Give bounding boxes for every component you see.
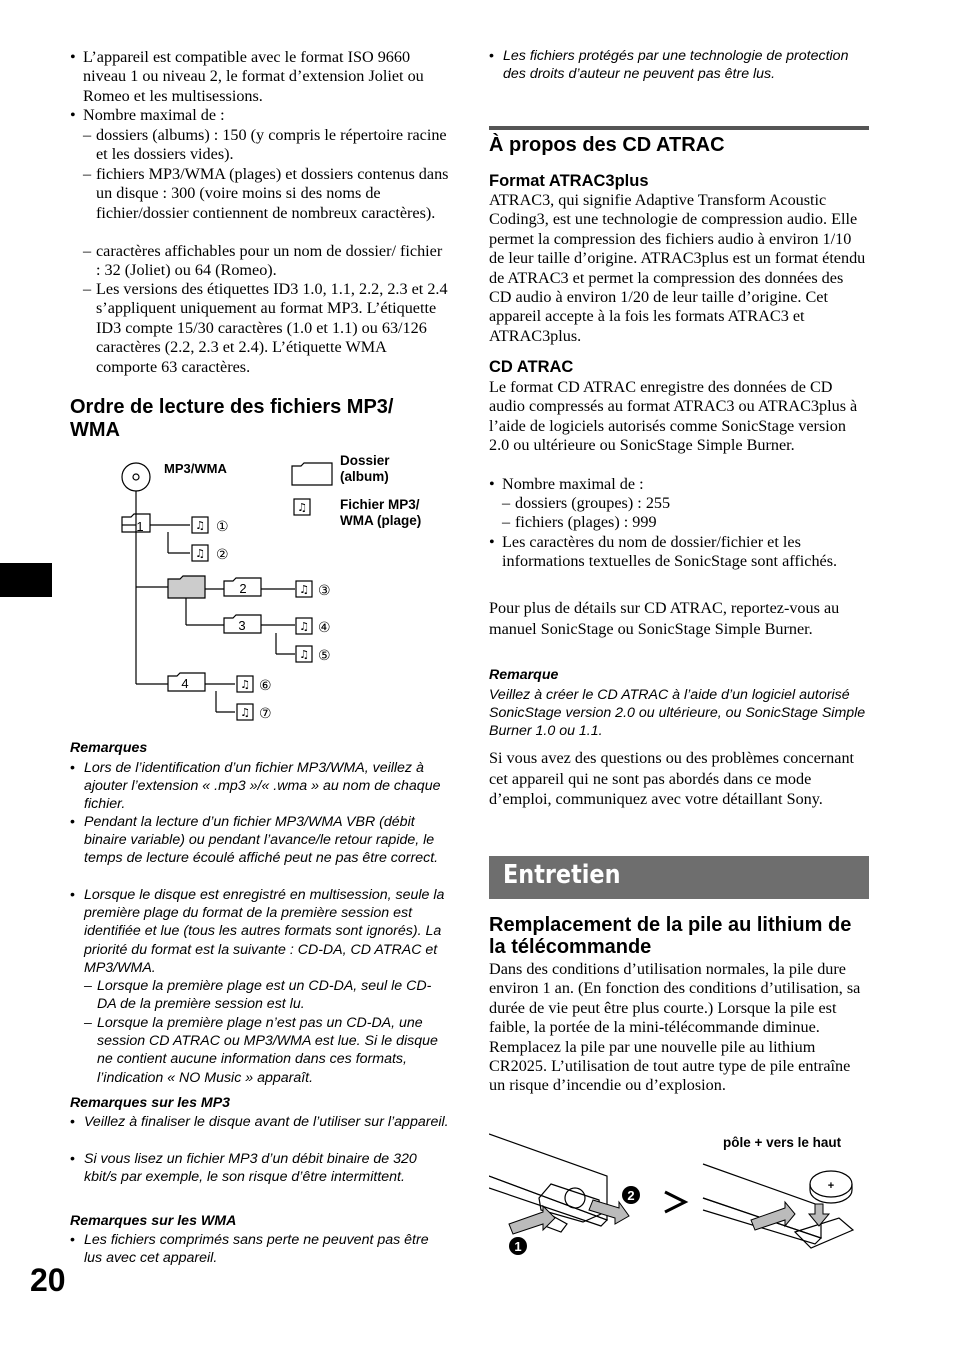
remarque-item: • Lorsque le disque est enregistré en multisession, seule la première plage du format de la première session est identifiée et lue (tous les autres formats sont ignorés). La priorité du format est la suivante : CD-DA, CD ATRAC et MP3/WMA. [70, 887, 445, 976]
legend-file-label: Fichier MP3/ WMA (plage) [340, 497, 422, 528]
folder-label: 3 [238, 618, 246, 633]
track-number: ⑦ [259, 706, 272, 722]
track-number: ④ [318, 620, 331, 636]
folder-label: 2 [239, 581, 247, 596]
remarque-item: • Pendant la lecture d’un fichier MP3/WMA VBR (débit binaire variable) ou pendant l’avance/le retour rapide, le temps de lecture écoulé affiché peut ne pas être correct. [70, 814, 439, 867]
max-item: – Les versions des étiquettes ID3 1.0, 1.1, 2.2, 2.3 et 2.4 s’appliquent uniquement au format MP3. L’étiquette ID3 compte 15/30 caractères (1.0 et 1.1) ou 63/126 caractères (2.2, 2.3 et 2.4). L’étiquette WMA comporte 63 caractères. [83, 280, 448, 376]
plus-sign: + [827, 1180, 835, 1192]
mp3-note-item: • Si vous lisez un fichier MP3 d’un débit binaire de 320 kbit/s par exemple, le son risque d’être intermittent. [70, 1151, 417, 1186]
remarques-title: Remarques [70, 740, 148, 756]
cd-atrac-text: Le format CD ATRAC enregistre des données de CD audio compressés au format ATRAC3 ou ATRAC3plus à l’aide de logiciels autorisés comme SonicStage version 2.0 ou ultérieure ou SonicStage Simple Burner. [489, 378, 858, 455]
compat-item: • L’appareil est compatible avec le format ISO 9660 niveau 1 ou niveau 2, le format d’extension Joliet ou Romeo et les multisessions. [70, 48, 424, 105]
svg-text:♫: ♫ [240, 706, 250, 719]
max-item: – dossiers (albums) : 150 (y compris le répertoire racine et les dossiers vides). [83, 126, 447, 164]
svg-text:♫: ♫ [297, 501, 307, 514]
remarque-subitem: – Lorsque la première plage est un CD-DA, seul le CD-DA de la première session est lu. [84, 978, 432, 1013]
svg-text:♫: ♫ [299, 620, 309, 633]
order-heading: Ordre de lecture des fichiers MP3/ WMA [70, 396, 394, 441]
battery-text: Dans des conditions d’utilisation normales, la pile dure environ 1 an. (En fonction des conditions d’utilisation, sa durée de vie peut être plus courte.) Lorsque la pile est faible, la portée de la mini-télécommande diminue. Remplacez la pile par une nouvelle pile au lithium CR2025. L’utilisation de tout autre type de pile entraîne un risque d’incendie ou d’explosion. [489, 960, 861, 1095]
cd-max-item: – fichiers (plages) : 999 [502, 513, 657, 531]
folder-tree-diagram [100, 450, 460, 730]
step-1-label: 1 [514, 1239, 522, 1254]
protected-note: • Les fichiers protégés par une technologie de protection des droits d’auteur ne peuvent pas être lus. [489, 48, 849, 83]
remarque-subitem: – Lorsque la première plage n’est pas un CD-DA, une session CD ATRAC ou MP3/WMA est lue. Si le disque ne contient aucune information dans ces formats, l’indication « NO Music » apparaît. [84, 1015, 438, 1086]
section-tab-marker [0, 563, 52, 597]
arrow-right-icon [665, 1192, 685, 1212]
step-2-label: 2 [627, 1188, 635, 1203]
legend-folder-label: Dossier (album) [340, 453, 390, 484]
format-text: ATRAC3, qui signifie Adaptive Transform Acoustic Coding3, est une technologie de compression audio. Elle permet la compression des fichiers audio à environ 1/10 de leur taille d’origine. ATRAC3plus est un format étendu de ATRAC3 et permet la compression des données des CD audio à environ 1/20 de leur taille d’origine. Cet appareil accepte à la fois les formats ATRAC3 et ATRAC3plus. [489, 191, 866, 345]
svg-text:♫: ♫ [299, 648, 309, 661]
track-number: ① [216, 519, 229, 535]
page-number: 20 [30, 1262, 66, 1298]
max-label: • Nombre maximal de : [70, 106, 225, 124]
track-number: ⑤ [318, 648, 331, 664]
max-item: – caractères affichables pour un nom de dossier/ fichier : 32 (Joliet) ou 64 (Romeo). [83, 242, 443, 280]
track-number: ⑥ [259, 678, 272, 694]
remarque-item: • Lors de l’identification d’un fichier MP3/WMA, veillez à ajouter l’extension « .mp3 »/« .wma » au nom de chaque fichier. [70, 760, 441, 813]
pole-label: pôle + vers le haut [723, 1135, 842, 1150]
questions-text: Si vous avez des questions ou des problèmes concernant cet appareil qui ne sont pas abordés dans ce mode d’emploi, communiquez avec votre détaillant Sony. [489, 749, 855, 808]
cd-chars-item: • Les caractères du nom de dossier/fichier et les informations textuelles de SonicStage sont affichés. [489, 533, 838, 571]
max-item: – fichiers MP3/WMA (plages) et dossiers contenus dans un disque : 300 (voire moins si des noms de fichier/dossier contiennent de nombreux caractères). [83, 165, 449, 222]
battery-replacement-illustration [489, 1128, 869, 1263]
mp3-notes-title: Remarques sur les MP3 [70, 1095, 231, 1111]
svg-text:♫: ♫ [240, 678, 250, 691]
entretien-title: Entretien [503, 860, 621, 890]
mp3-note-item: • Veillez à finaliser le disque avant de l’utiliser sur l’appareil. [70, 1114, 449, 1130]
track-number: ② [216, 547, 229, 563]
disc-label: MP3/WMA [164, 461, 227, 476]
format-subheading: Format ATRAC3plus [489, 172, 649, 190]
cd-max-item: – dossiers (groupes) : 255 [502, 494, 671, 512]
cd-atrac-subheading: CD ATRAC [489, 358, 574, 376]
svg-text:♫: ♫ [195, 519, 205, 532]
folder-label: 1 [136, 519, 144, 534]
entretien-banner [489, 856, 869, 899]
details-text: Pour plus de détails sur CD ATRAC, reportez-vous au manuel SonicStage ou SonicStage Simple Burner. [489, 599, 840, 638]
section-rule [489, 126, 869, 130]
cd-max-label: • Nombre maximal de : [489, 475, 644, 493]
svg-text:♫: ♫ [299, 583, 309, 596]
svg-text:♫: ♫ [195, 547, 205, 560]
atrac-heading: À propos des CD ATRAC [489, 134, 725, 156]
folder-label: 4 [181, 676, 189, 691]
remarque-text: Veillez à créer le CD ATRAC à l’aide d’un logiciel autorisé SonicStage version 2.0 ou ultérieure, ou SonicStage Simple Burner 1.0 ou 1.1. [489, 687, 866, 740]
remarque-title: Remarque [489, 667, 559, 683]
track-number: ③ [318, 583, 331, 599]
wma-notes-title: Remarques sur les WMA [70, 1213, 237, 1229]
wma-note-item: • Les fichiers comprimés sans perte ne peuvent pas être lus avec cet appareil. [70, 1232, 429, 1267]
battery-heading: Remplacement de la pile au lithium de la télécommande [489, 914, 852, 958]
